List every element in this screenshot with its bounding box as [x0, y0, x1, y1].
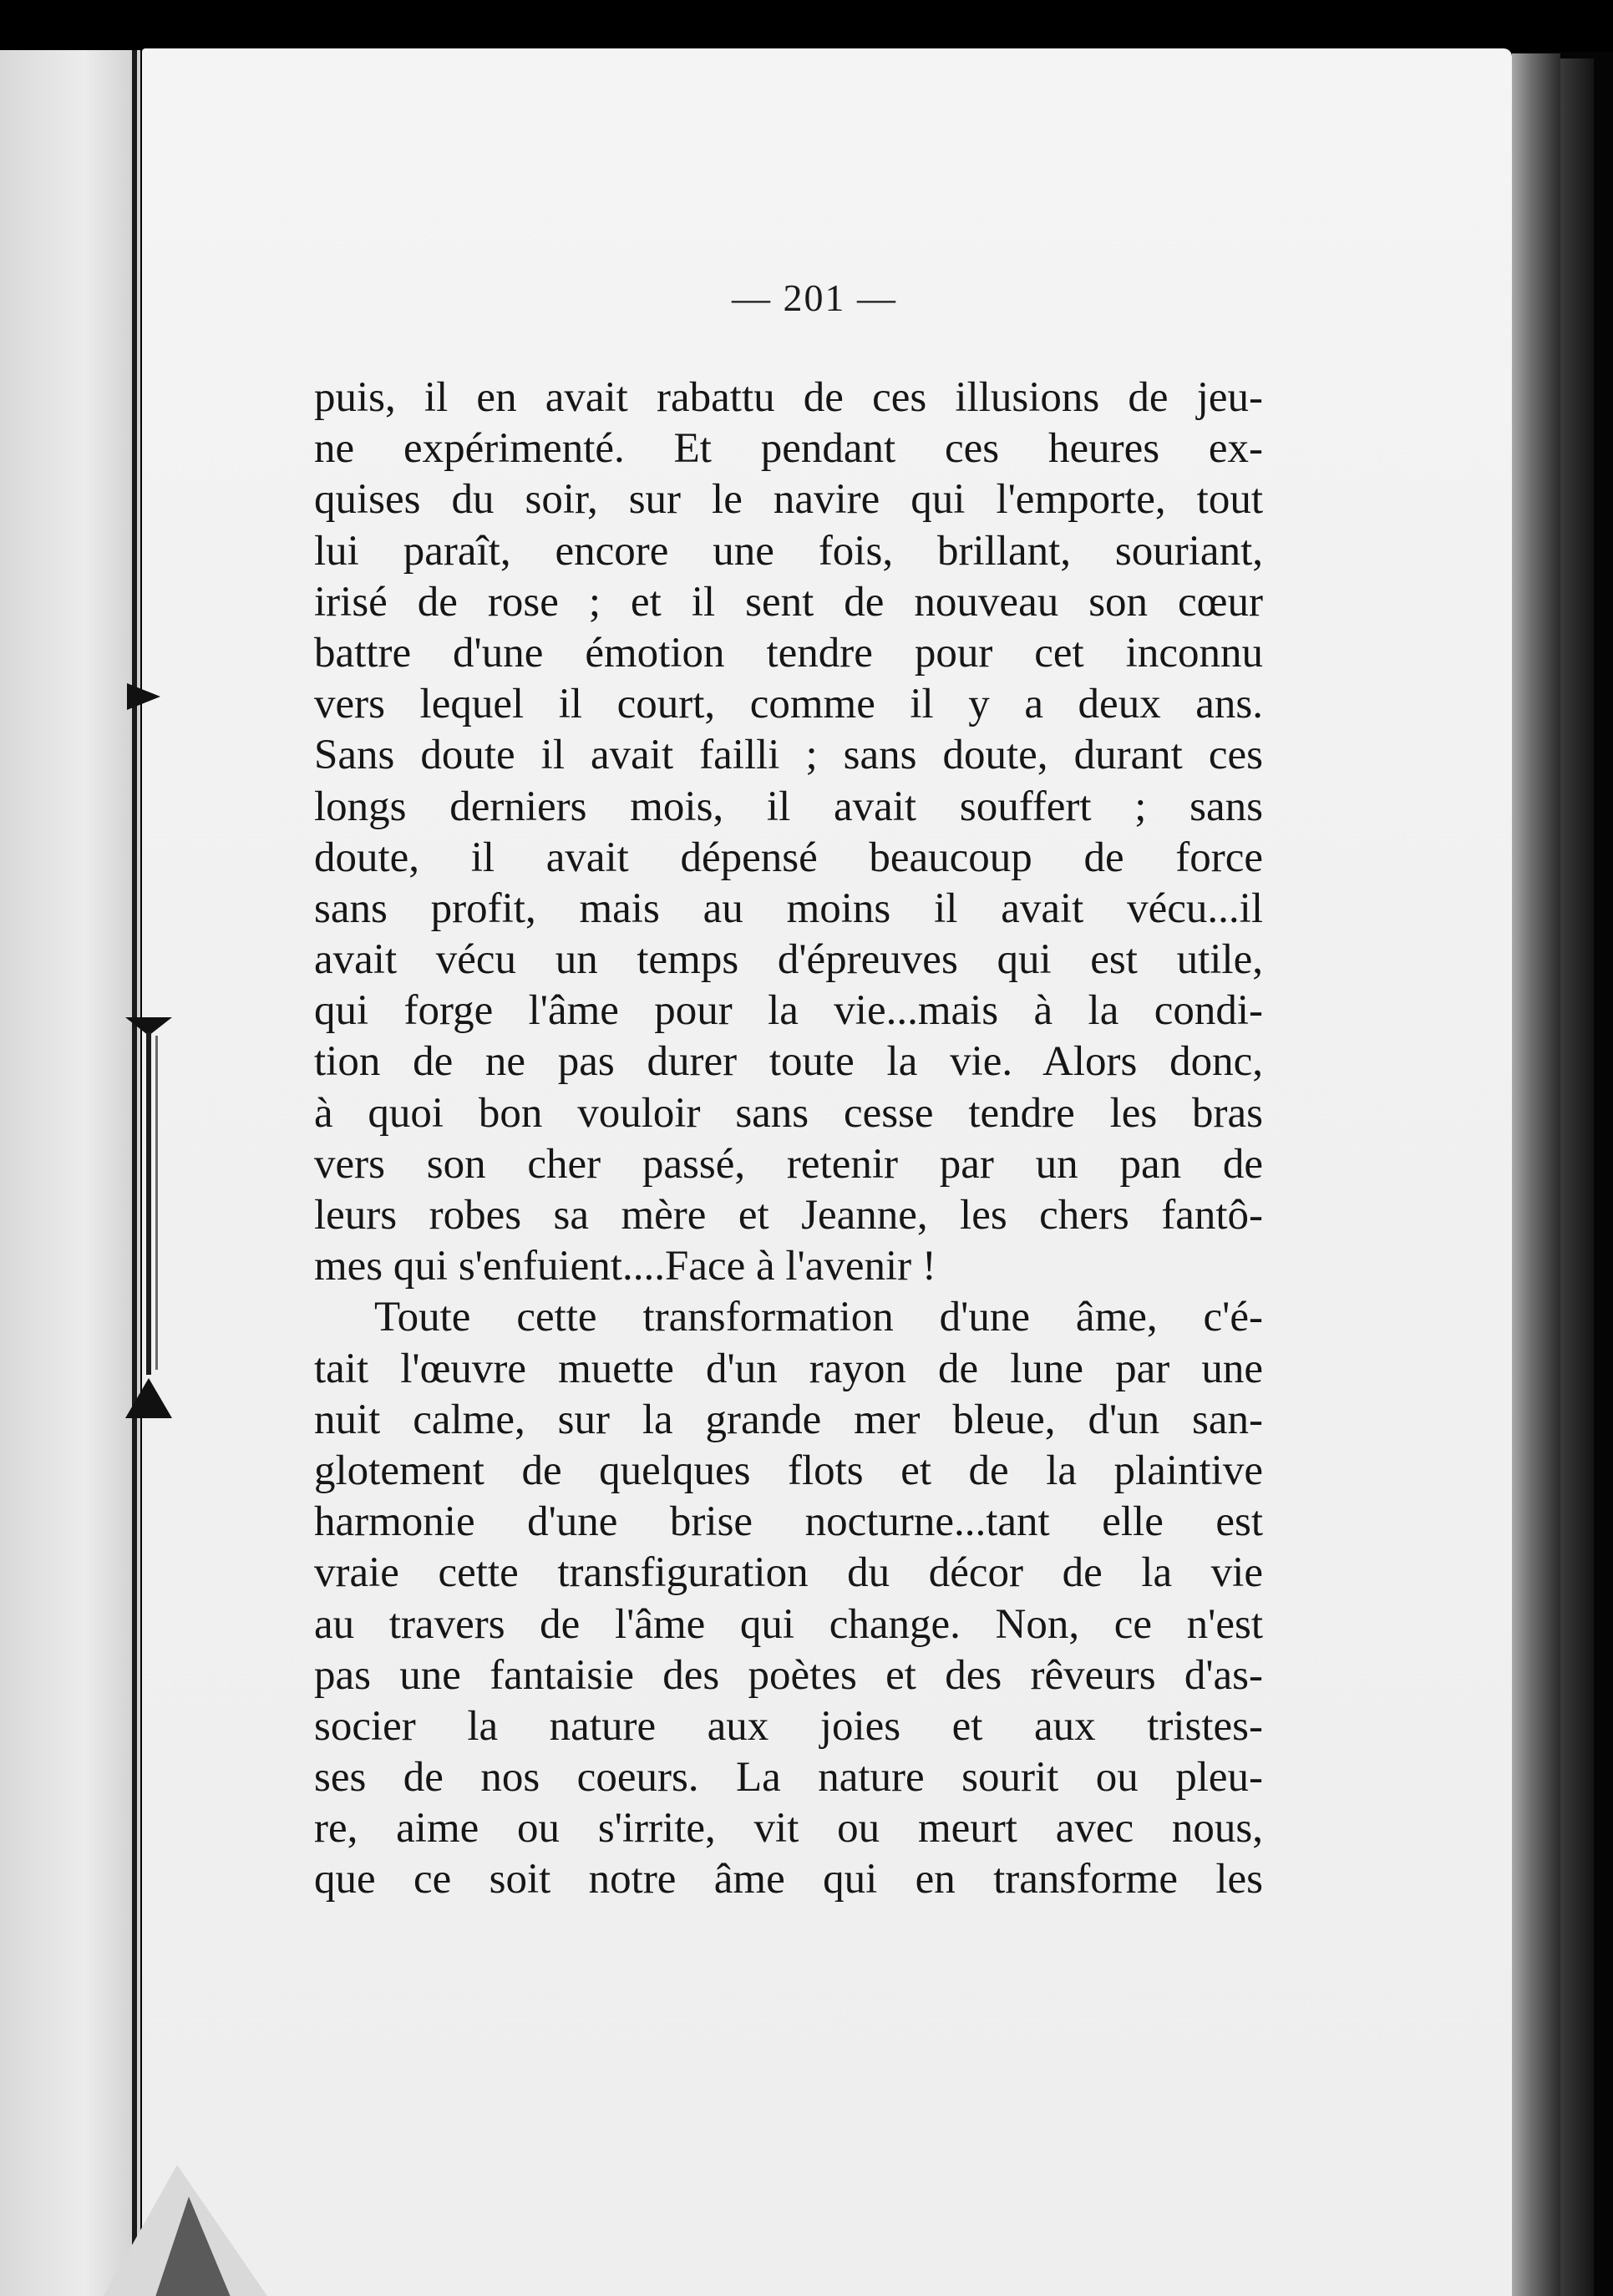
text-line: longs derniers mois, il avait souffert ; sans: [314, 783, 1263, 830]
text-line: lui paraît, encore une fois, brillant, souriant,: [314, 527, 1263, 575]
page-edge-dark: [1560, 58, 1594, 2296]
text-line: au travers de l'âme qui change. Non, ce n'est: [314, 1600, 1263, 1648]
text-line: à quoi bon vouloir sans cesse tendre les bras: [314, 1089, 1263, 1137]
text-line: irisé de rose ; et il sent de nouveau son cœur: [314, 578, 1263, 626]
text-line: doute, il avait dépensé beaucoup de force: [314, 834, 1263, 881]
margin-bracket-line-secondary: [155, 1036, 158, 1370]
text-line: battre d'une émotion tendre pour cet inconnu: [314, 629, 1263, 677]
text-line: tait l'œuvre muette d'un rayon de lune par une: [314, 1345, 1263, 1392]
margin-arrow-icon: [127, 683, 160, 710]
text-line: pas une fantaisie des poètes et des rêveurs d'as-: [314, 1651, 1263, 1699]
text-line: glotement de quelques flots et de la plaintive: [314, 1447, 1263, 1494]
text-line: puis, il en avait rabattu de ces illusions de jeu-: [314, 374, 1263, 421]
text-line: ne expérimenté. Et pendant ces heures ex-: [314, 425, 1263, 473]
binding-gutter: [132, 50, 137, 2296]
text-line: ses de nos coeurs. La nature sourit ou pleu-: [314, 1754, 1263, 1802]
text-line: harmonie d'une brise nocturne...tant elle est: [314, 1498, 1263, 1546]
text-line: quises du soir, sur le navire qui l'emporte, tout: [314, 476, 1263, 524]
facing-page-margin: [0, 50, 140, 2296]
page-number: — 201 —: [732, 276, 897, 319]
text-line: re, aime ou s'irrite, vit ou meurt avec nous,: [314, 1805, 1263, 1853]
page-corner-fold-shadow: [155, 2197, 231, 2296]
text-line: vers lequel il court, comme il y a deux ans.: [314, 681, 1263, 728]
text-line: leurs robes sa mère et Jeanne, les chers fantô-: [314, 1192, 1263, 1239]
text-line: nuit calme, sur la grande mer bleue, d'un san-: [314, 1396, 1263, 1443]
text-line: mes qui s'enfuient....Face à l'avenir !: [314, 1243, 936, 1290]
text-line: Toute cette transformation d'une âme, c'é-: [374, 1294, 1263, 1341]
text-line: avait vécu un temps d'épreuves qui est utile,: [314, 936, 1263, 984]
text-line: tion de ne pas durer toute la vie. Alors donc,: [314, 1038, 1263, 1086]
text-line: qui forge l'âme pour la vie...mais à la condi-: [314, 987, 1263, 1035]
text-line: vraie cette transfiguration du décor de la vie: [314, 1549, 1263, 1597]
margin-bracket-line: [146, 1032, 151, 1375]
text-line: vers son cher passé, retenir par un pan de: [314, 1140, 1263, 1188]
page-edge-shadow: [1512, 53, 1560, 2296]
text-line: Sans doute il avait failli ; sans doute, durant ces: [314, 732, 1263, 779]
top-border-shadow: [0, 0, 1613, 52]
body-text: [314, 373, 1263, 1906]
text-line: sans profit, mais au moins il avait vécu...il: [314, 884, 1263, 932]
text-line: que ce soit notre âme qui en transforme les: [314, 1856, 1263, 1903]
text-line: socier la nature aux joies et aux tristes-: [314, 1702, 1263, 1750]
margin-arrow-up-icon: [125, 1378, 172, 1418]
